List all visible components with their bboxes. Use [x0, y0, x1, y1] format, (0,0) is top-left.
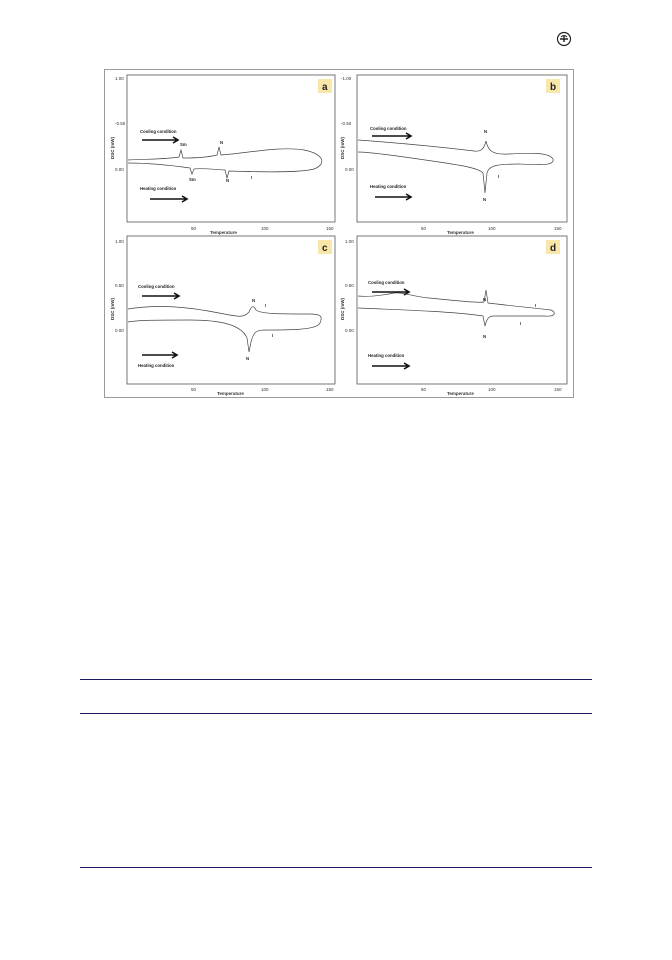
panel-d-ylabel: DSC (mW) [340, 298, 345, 320]
panel-a-annot-sm-bottom: Sm [189, 177, 196, 182]
panel-c-ytick-1: 0.50 [115, 283, 124, 288]
panel-d-ytick-2: 0.00 [345, 328, 354, 333]
panel-a-ylabel: DSC (mW) [110, 137, 115, 159]
panel-b-xlabel: Temperature [447, 230, 474, 235]
panel-c-annot-n-top: N [252, 298, 256, 303]
panel-a-annot-n-top: N [220, 140, 224, 145]
panel-d-frame [357, 236, 567, 384]
panel-c-svg [109, 234, 339, 396]
panel-d-svg [339, 234, 571, 396]
rule-bottom [80, 867, 592, 868]
panel-a-xtick-0: 50 [191, 226, 197, 231]
panel-d-xtick-1: 100 [488, 387, 496, 392]
journal-logo-icon [556, 31, 572, 47]
panel-b-ylabel: DSC (mW) [340, 137, 345, 159]
panel-b-xtick-0: 50 [421, 226, 427, 231]
panel-a-ytick-1: -0.50 [115, 121, 126, 126]
panel-d-ytick-1: 0.50 [345, 283, 354, 288]
panel-b-cooling-label: Cooling condition [370, 126, 407, 131]
panel-b-annot-i: I [498, 174, 500, 179]
panel-c-annot-i-bottom: I [272, 333, 274, 338]
panel-b-letter: b [550, 82, 557, 93]
panel-c [109, 234, 339, 396]
panel-c-annot-i-top: I [265, 303, 267, 308]
panel-d-cooling-label: Cooling condition [368, 280, 405, 285]
panel-a-frame [127, 75, 335, 222]
panel-d-heating-label: Heating condition [368, 353, 405, 358]
panel-b-heating-label: Heating condition [370, 184, 407, 189]
panel-a-annot-sm-top: Sm [180, 142, 187, 147]
panel-d-ytick-0: 1.00 [345, 239, 354, 244]
panel-d-xtick-0: 50 [421, 387, 427, 392]
panel-d-annot-i-bottom: I [520, 321, 522, 326]
panel-c-xtick-1: 100 [261, 387, 269, 392]
panel-c-letter: c [322, 243, 328, 254]
panel-b [339, 73, 571, 235]
panel-b-xtick-1: 100 [488, 226, 496, 231]
panel-b-annot-n-top: N [484, 129, 488, 134]
panel-a-svg [109, 73, 339, 235]
panel-a-xtick-2: 150 [326, 226, 334, 231]
panel-a-annot-i: I [251, 175, 253, 180]
panel-a-cooling-label: Cooling condition [140, 129, 177, 134]
panel-a [109, 73, 339, 235]
panel-c-ytick-0: 1.00 [115, 239, 124, 244]
panel-c-ylabel: DSC (mW) [110, 298, 115, 320]
panel-c-frame [127, 236, 335, 384]
panel-a-annot-n-bottom: N [226, 178, 230, 183]
panel-b-xtick-2: 150 [554, 226, 562, 231]
panel-d-xlabel: Temperature [447, 391, 474, 396]
panel-c-ytick-2: 0.00 [115, 328, 124, 333]
panel-c-xtick-2: 150 [326, 387, 334, 392]
panel-d-annot-i-top: I [535, 303, 537, 308]
dsc-figure [104, 69, 574, 398]
panel-d-annot-n-bottom: N [483, 334, 487, 339]
panel-a-xtick-1: 100 [261, 226, 269, 231]
panel-b-annot-n-bottom: N [483, 197, 487, 202]
panel-c-cooling-label: Cooling condition [138, 284, 175, 289]
panel-d-xtick-2: 150 [554, 387, 562, 392]
panel-b-frame [357, 75, 567, 222]
panel-d [339, 234, 571, 396]
panel-c-annot-n-bottom: N [246, 356, 250, 361]
panel-a-ytick-2: 0.00 [115, 167, 124, 172]
panel-b-svg [339, 73, 571, 235]
panel-b-ytick-0: -1.00 [341, 76, 352, 81]
panel-a-letter: a [322, 82, 328, 93]
panel-d-annot-n-top: N [483, 297, 487, 302]
rule-top [80, 679, 592, 680]
panel-d-letter: d [550, 243, 557, 254]
panel-c-heating-label: Heating condition [138, 363, 175, 368]
panel-b-ytick-1: -0.50 [341, 121, 352, 126]
panel-b-ytick-2: 0.00 [345, 167, 354, 172]
panel-a-heating-label: Heating condition [140, 186, 177, 191]
panel-a-xlabel: Temperature [210, 230, 237, 235]
panel-c-xtick-0: 50 [191, 387, 197, 392]
panel-c-xlabel: Temperature [217, 391, 244, 396]
rule-middle [80, 713, 592, 714]
panel-a-ytick-0: 1.00 [115, 76, 124, 81]
